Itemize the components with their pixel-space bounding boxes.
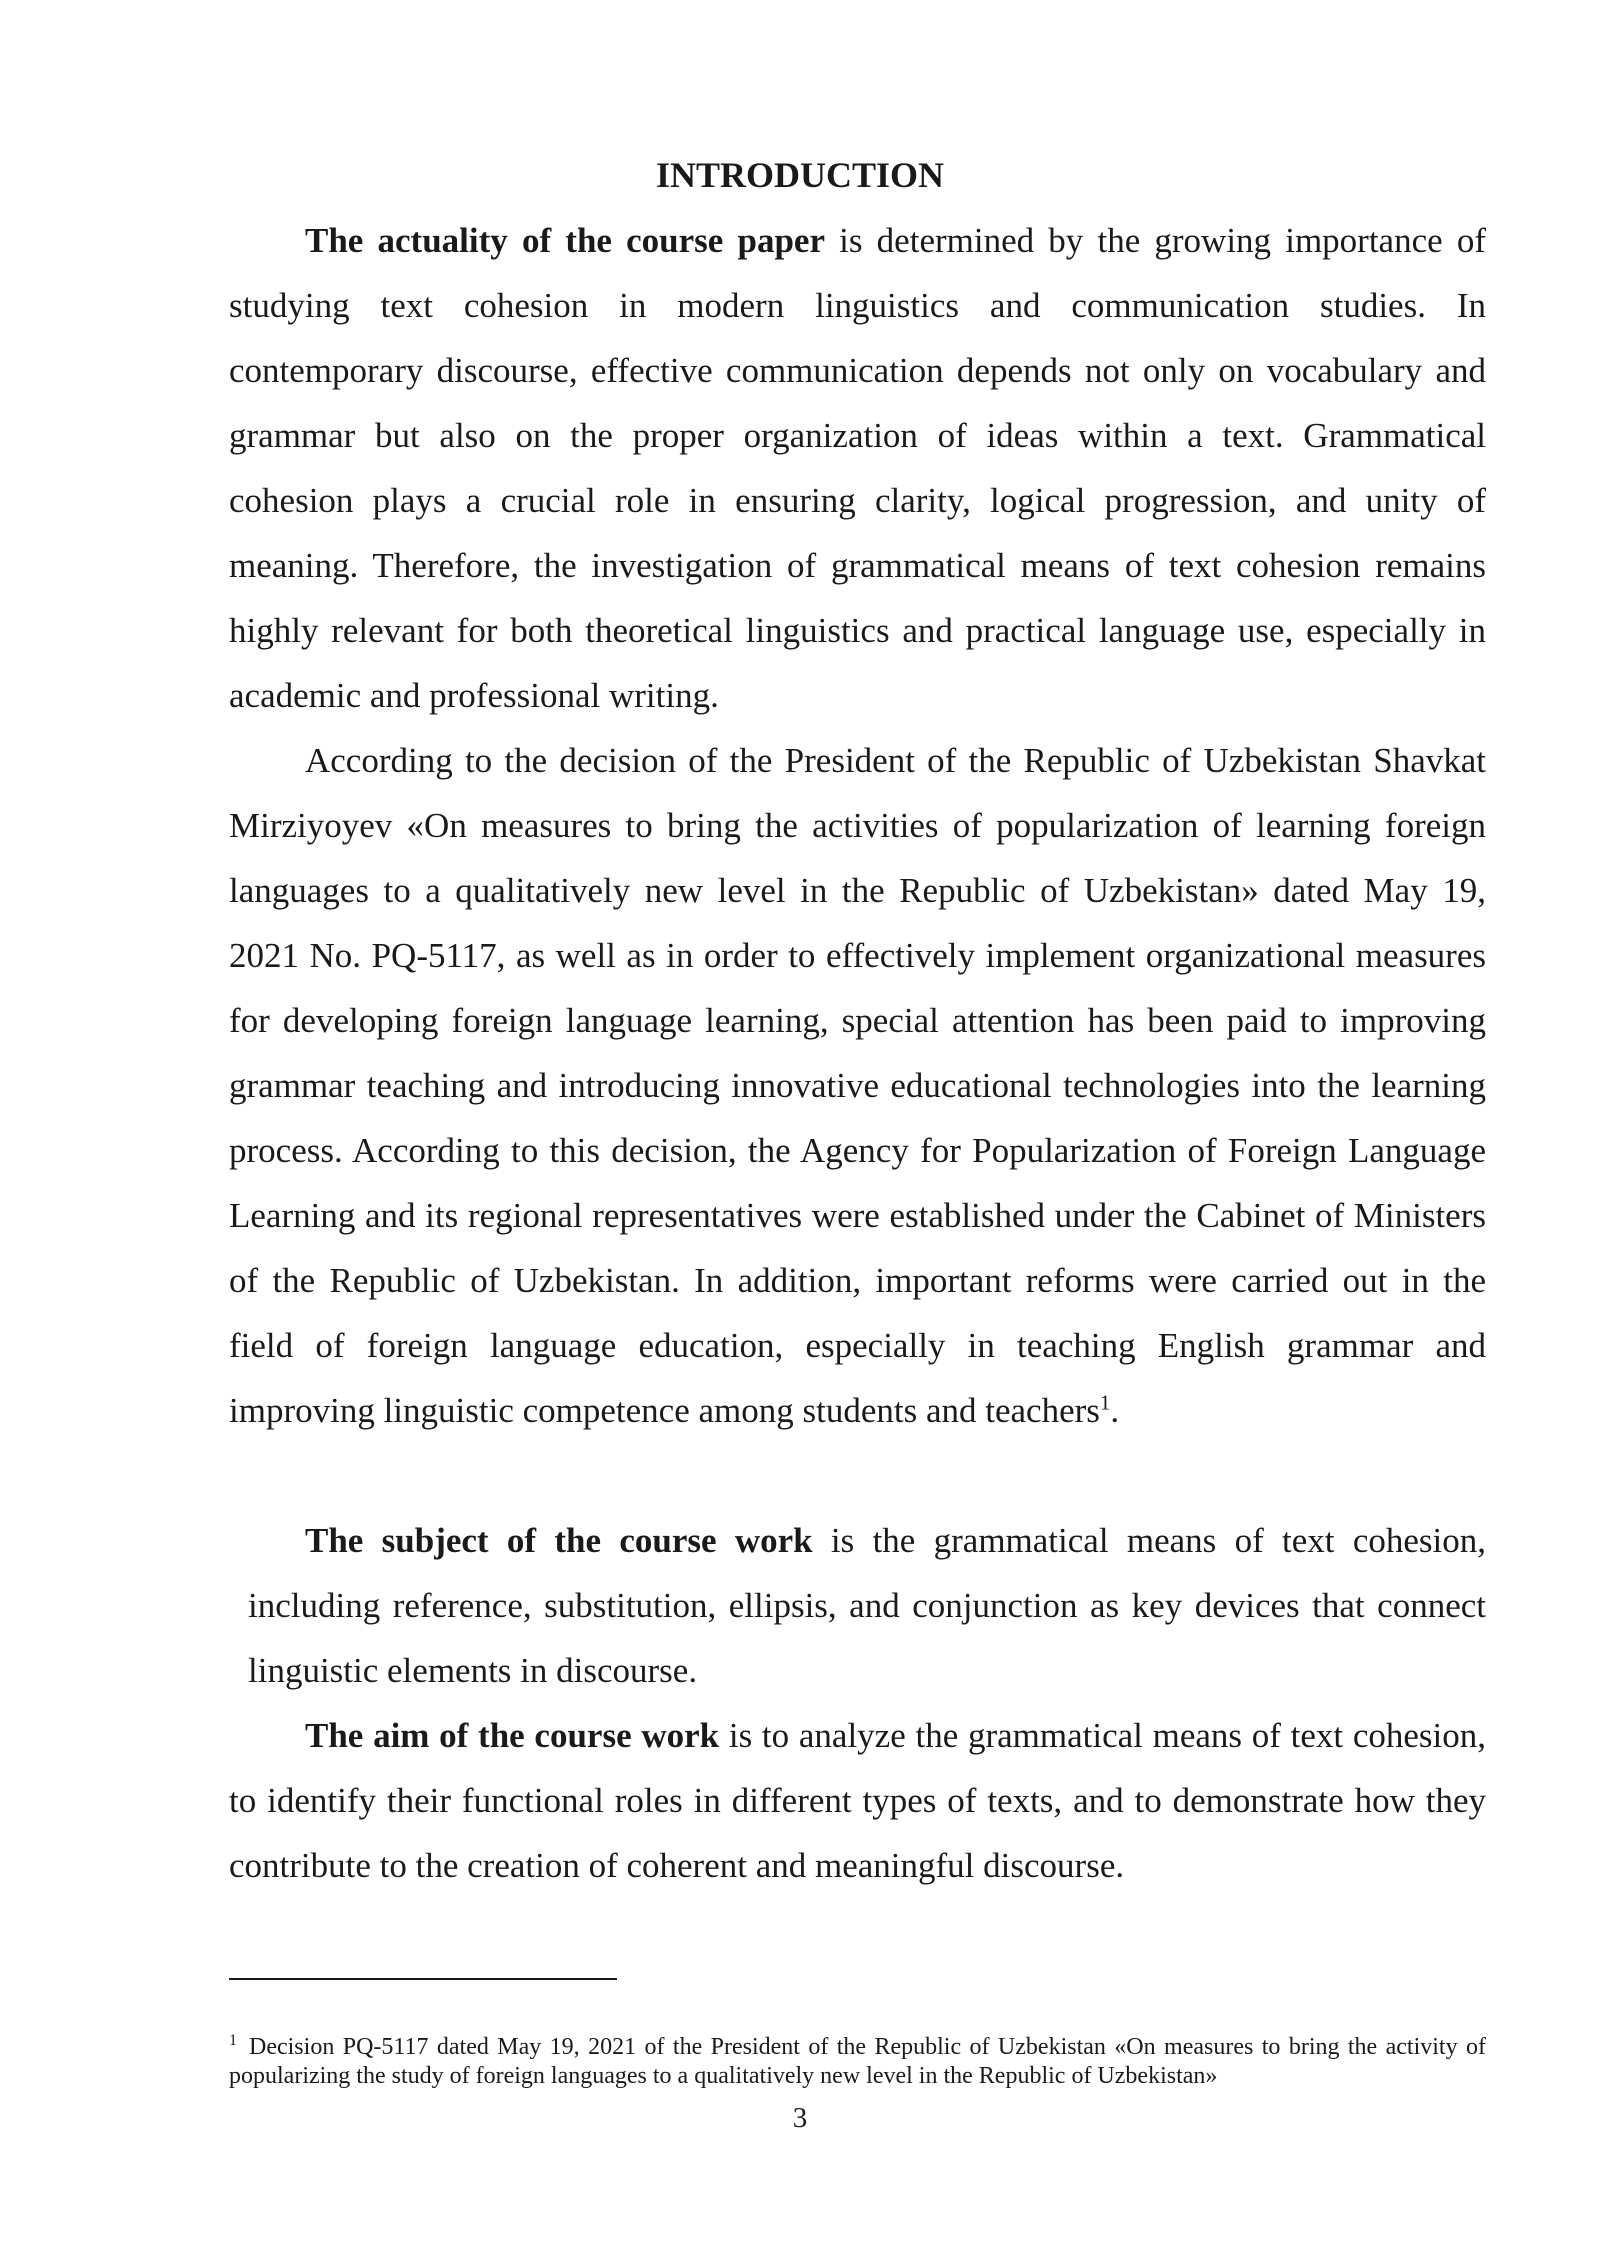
section-heading: INTRODUCTION: [655, 155, 945, 195]
footnote-text: Decision PQ-5117 dated May 19, 2021 of the President of the Republic of Uzbekistan «On measures to bring the activity of popularizing the study of foreign languages to a qualitatively new level in the Republic of Uzbekistan»: [229, 2034, 1486, 2089]
paragraph-text: is the grammatical means of text cohesion, including reference, substitution, ellipsis, and conjunction as key devices that connect linguistic elements in discourse.: [248, 1521, 1487, 1690]
footnote: [229, 2033, 1486, 2091]
footnote-separator: [229, 1978, 617, 1980]
paragraph-lead: The aim of the course work: [305, 1716, 720, 1755]
footnote-reference[interactable]: 1: [1099, 1390, 1111, 1415]
paragraph-text: According to the decision of the President of the Republic of Uzbekistan Shavkat Mirziyoyev «On measures to bring the activities of popularization of learning foreign languages to a qualitatively new level in the Republic of Uzbekistan» dated May 19, 2021 No. PQ-5117, as well as in order to effectively implement organizational measures for developing foreign language learning, special attention has been paid to improving grammar teaching and introducing innovative educational technologies into the learning process. According to this decision, the Agency for Popularization of Foreign Language Learning and its regional representatives were established under the Cabinet of Ministers of the Republic of Uzbekistan. In addition, important reforms were carried out in the field of foreign language education, especially in teaching English grammar and improving linguistic competence among students and teachers: [229, 741, 1486, 1430]
paragraph-text: is to analyze the grammatical means of text cohesion, to identify their functional roles in different types of texts, and to demonstrate how they contribute to the creation of coherent and meaningful discourse.: [229, 1716, 1486, 1885]
paragraph-actuality: [229, 208, 1486, 728]
footnote-mark: 1: [229, 2032, 237, 2049]
paragraph-lead: The subject of the course work: [305, 1521, 813, 1560]
page-number: 3: [792, 2102, 808, 2134]
paragraph-subject: [248, 1508, 1486, 1703]
paragraph-tail: .: [1110, 1391, 1120, 1430]
paragraph-aim: [229, 1703, 1486, 1898]
paragraph-text: is determined by the growing importance of studying text cohesion in modern linguistics and communication studies. In contemporary discourse, effective communication depends not only on vocabulary and grammar but also on the proper organization of ideas within a text. Grammatical cohesion plays a crucial role in ensuring clarity, logical progression, and unity of meaning. Therefore, the investigation of grammatical means of text cohesion remains highly relevant for both theoretical linguistics and practical language use, especially in academic and professional writing.: [229, 221, 1486, 715]
paragraph-presidential-decision: [229, 728, 1486, 1443]
paragraph-lead: The actuality of the course paper: [305, 221, 825, 260]
